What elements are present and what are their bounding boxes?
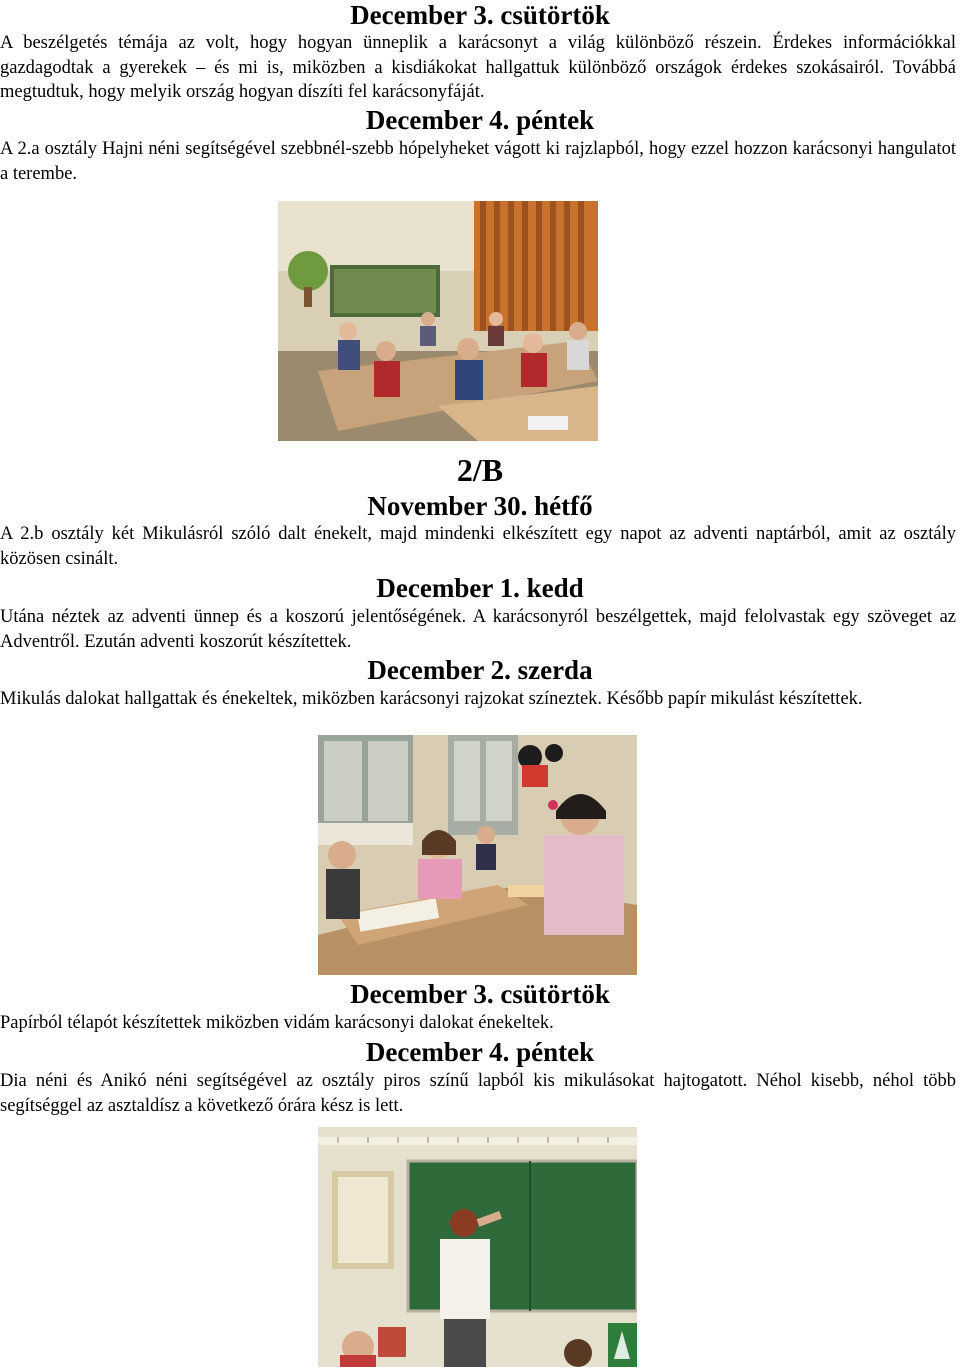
- section-heading-dec2-b: December 2. szerda: [367, 655, 593, 685]
- section-text-dec3-a: A beszélgetés témája az volt, hogy hogyan ünneplik a karácsonyt a világ különböző részein. Érdekes információkkal gazdagodtak a gyerekek – és mi is, miközben a kisdiákokat hallgattuk különböző országok érdekes szokásairól. Továbbá megtudtuk, hogy melyik ország hogyan díszíti fel karácsonyfáját.: [0, 33, 956, 102]
- section-text-dec1-b: Utána néztek az adventi ünnep és a koszorú jelentőségének. A karácsonyról beszélgettek, majd felolvastak egy szöveget az Adventről. Ezután adventi koszorút készítettek.: [0, 607, 956, 652]
- class-heading-2b: 2/B: [456, 452, 504, 488]
- section-text-dec2-b: Mikulás dalokat hallgattak és énekeltek, miközben karácsonyi rajzokat színeztek. Később papír mikulást készítettek.: [0, 689, 863, 709]
- section-heading-dec4-b: December 4. péntek: [365, 1037, 595, 1067]
- section-text-dec4-b: Dia néni és Anikó néni segítségével az osztály piros színű lapból kis mikulásokat hajtogatott. Néhol kisebb, néhol több segítséggel az asztaldísz a következő órára kész is lett.: [0, 1071, 956, 1116]
- section-text-dec3-b: Papírból télapót készítettek miközben vidám karácsonyi dalokat énekeltek.: [0, 1013, 554, 1033]
- classroom-photo-2a: [278, 201, 598, 441]
- section-heading-dec3-a: December 3. csütörtök: [350, 0, 610, 30]
- section-heading-dec4-a: December 4. péntek: [365, 105, 595, 135]
- section-text-dec4-a: A 2.a osztály Hajni néni segítségével szebbnél-szebb hópelyheket vágott ki rajzlapból, hogy ezzel hozzon karácsonyi hangulatot a terembe.: [0, 139, 956, 184]
- section-heading-nov30-b: November 30. hétfő: [367, 491, 593, 521]
- section-heading-dec3-b: December 3. csütörtök: [350, 979, 610, 1009]
- section-heading-dec1-b: December 1. kedd: [376, 573, 584, 603]
- classroom-photo-2b-drawing: [318, 735, 637, 975]
- section-text-nov30-b: A 2.b osztály két Mikulásról szóló dalt énekelt, majd mindenki elkészített egy napot az adventi naptárból, amit az osztály közösen csinált.: [0, 524, 956, 569]
- classroom-photo-2b-blackboard: [318, 1127, 637, 1367]
